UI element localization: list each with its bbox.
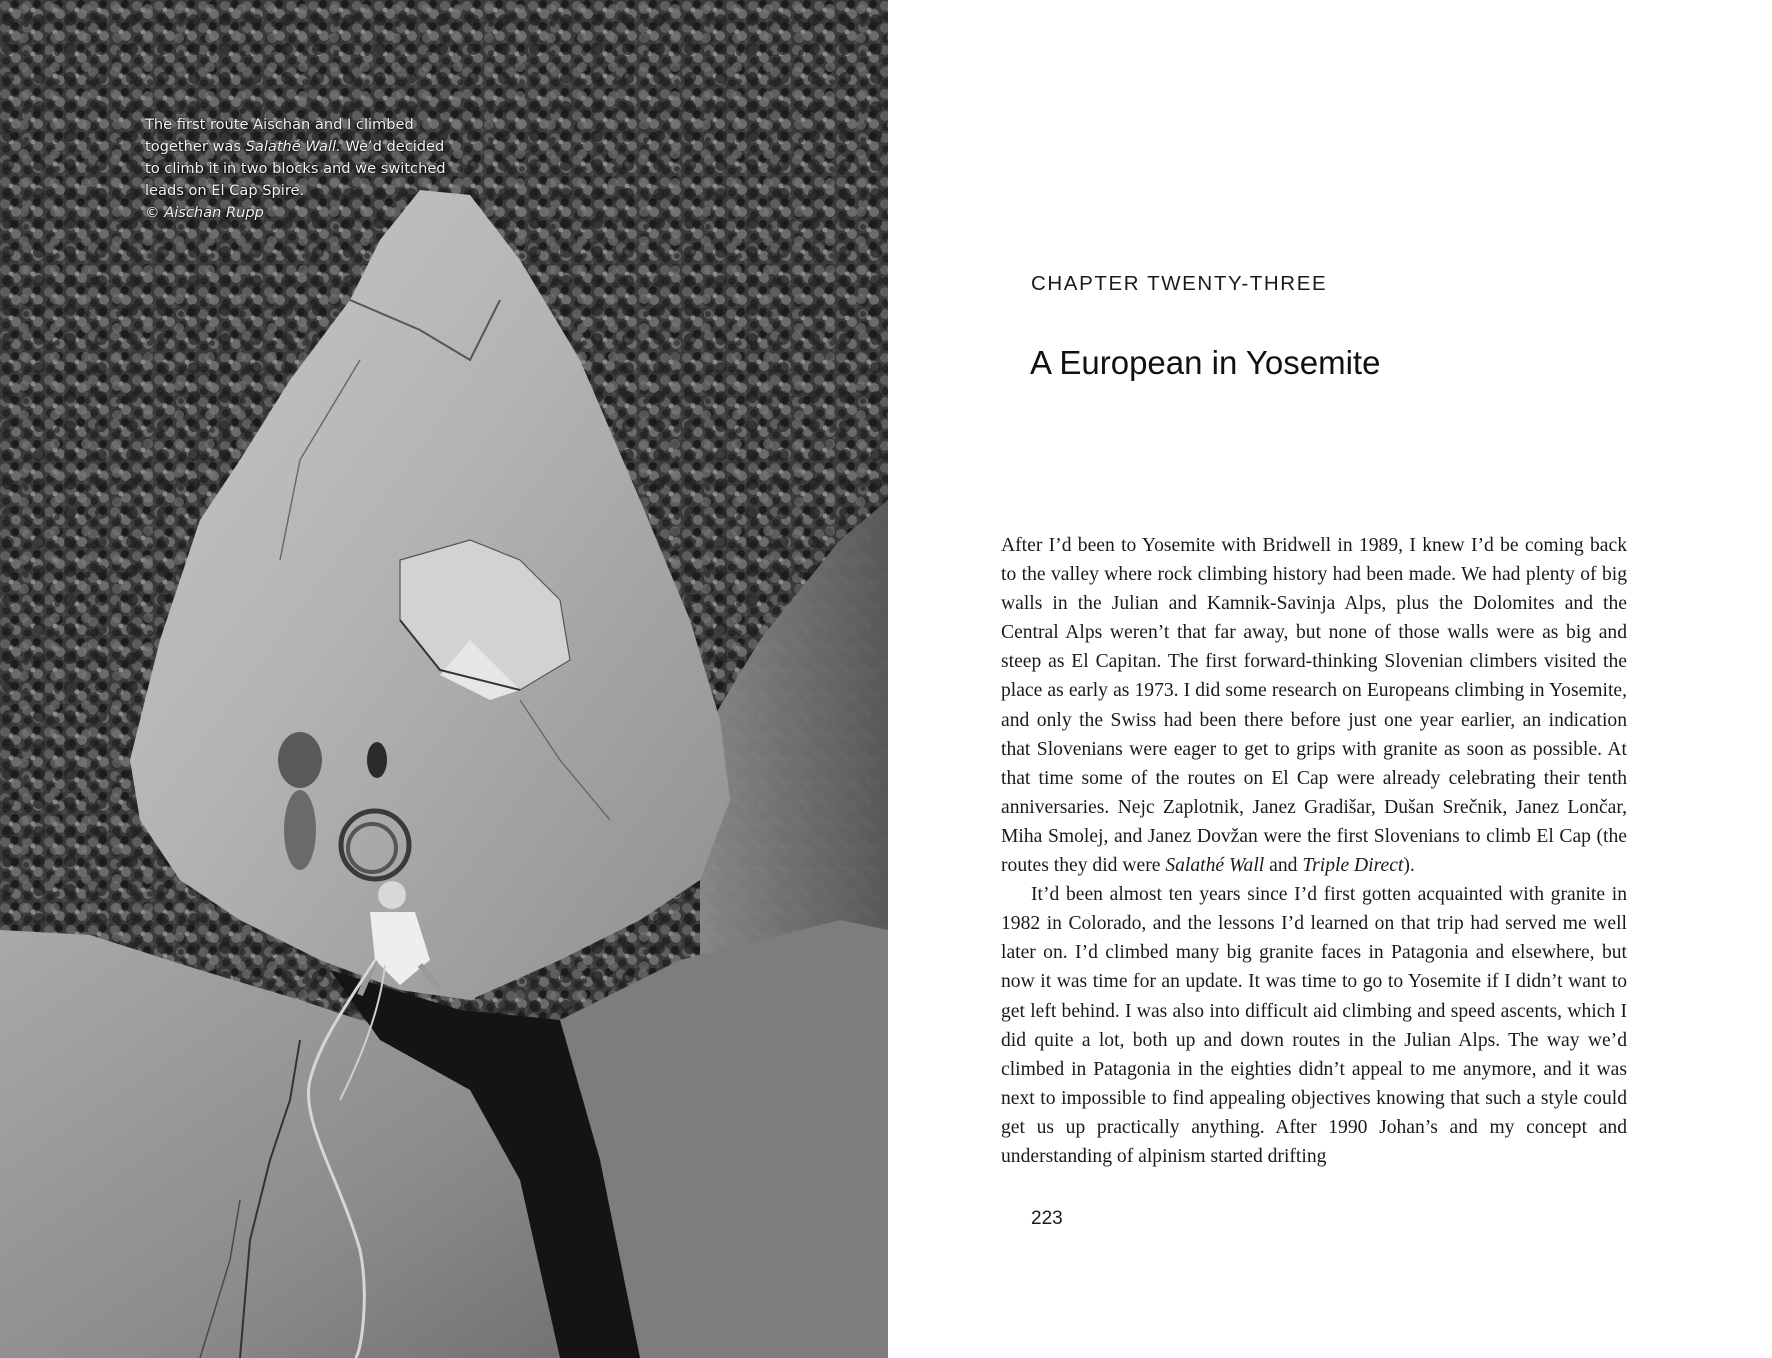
paragraph-text: ). [1403, 855, 1415, 877]
photo-credit [145, 202, 445, 224]
paragraph [1001, 531, 1627, 880]
paragraph: It’d been almost ten years since I’d first gotten acquainted with granite in 1982 in Colorado, and the lessons I’d learned on that trip had served me well later on. I’d climbed many big granite faces in Patagonia and elsewhere, but now it was time for an update. It was time to go to Yosemite if I didn’t want to get left behind. I was also into difficult aid climbing and speed ascents, which I did quite a lot, both up and down routes in the Julian Alps. The way we’d climbed in Patagonia in the eighties didn’t appeal to me anymore, and it was next to impossible to find appealing objectives knowing that such a style could get us up practically anything. After 1990 Johan’s and my concept and understanding of alpinism started drifting [1001, 884, 1627, 1167]
photo-caption [145, 114, 445, 224]
route-name: Triple Direct [1302, 855, 1404, 877]
caption-text: We’d decided [340, 138, 445, 155]
body-text [1001, 531, 1627, 1171]
paragraph-text: After I’d been to Yosemite with Bridwell in 1989, I knew I’d be coming back to the valley where rock climbing history had been made. We had plenty of big walls in the Julian and Kamnik-Savinja Alps, plus the Dolomites and the Central Alps weren’t that far away, but none of those walls were as big and steep as El Capitan. The first forward-thinking Slovenian climbers visited the place as early as 1973. I did some research on Europeans climbing in Yosemite, and only the Swiss had been there before just one year earlier, an indication that Slovenians were eager to get to grips with granite as soon as possible. At that time some of the routes on El Cap were already celebrating their tenth anniversaries. Nejc Zaplotnik, Janez Gradišar, Dušan Srečnik, Janez Lončar, Miha Smolej, and Janez Dovžan were the first Slovenians to climb El Cap (the routes they did were [1001, 535, 1627, 877]
caption-line [145, 136, 445, 158]
chapter-title: A European in Yosemite [1030, 344, 1381, 381]
route-name: Salathé Wall [1165, 855, 1265, 877]
caption-line: The first route Aischan and I climbed [145, 116, 414, 133]
caption-line: leads on El Cap Spire. [145, 182, 305, 199]
caption-text: together was [145, 138, 246, 155]
copyright-symbol: © [145, 204, 160, 221]
caption-route-name: Salathé Wall. [245, 138, 341, 155]
page-number: 223 [1031, 1208, 1063, 1229]
chapter-label: CHAPTER TWENTY-THREE [1031, 272, 1328, 295]
photographer-name: Aischan Rupp [164, 204, 264, 221]
paragraph-text: and [1264, 855, 1303, 877]
caption-line: to climb it in two blocks and we switched [145, 160, 446, 177]
